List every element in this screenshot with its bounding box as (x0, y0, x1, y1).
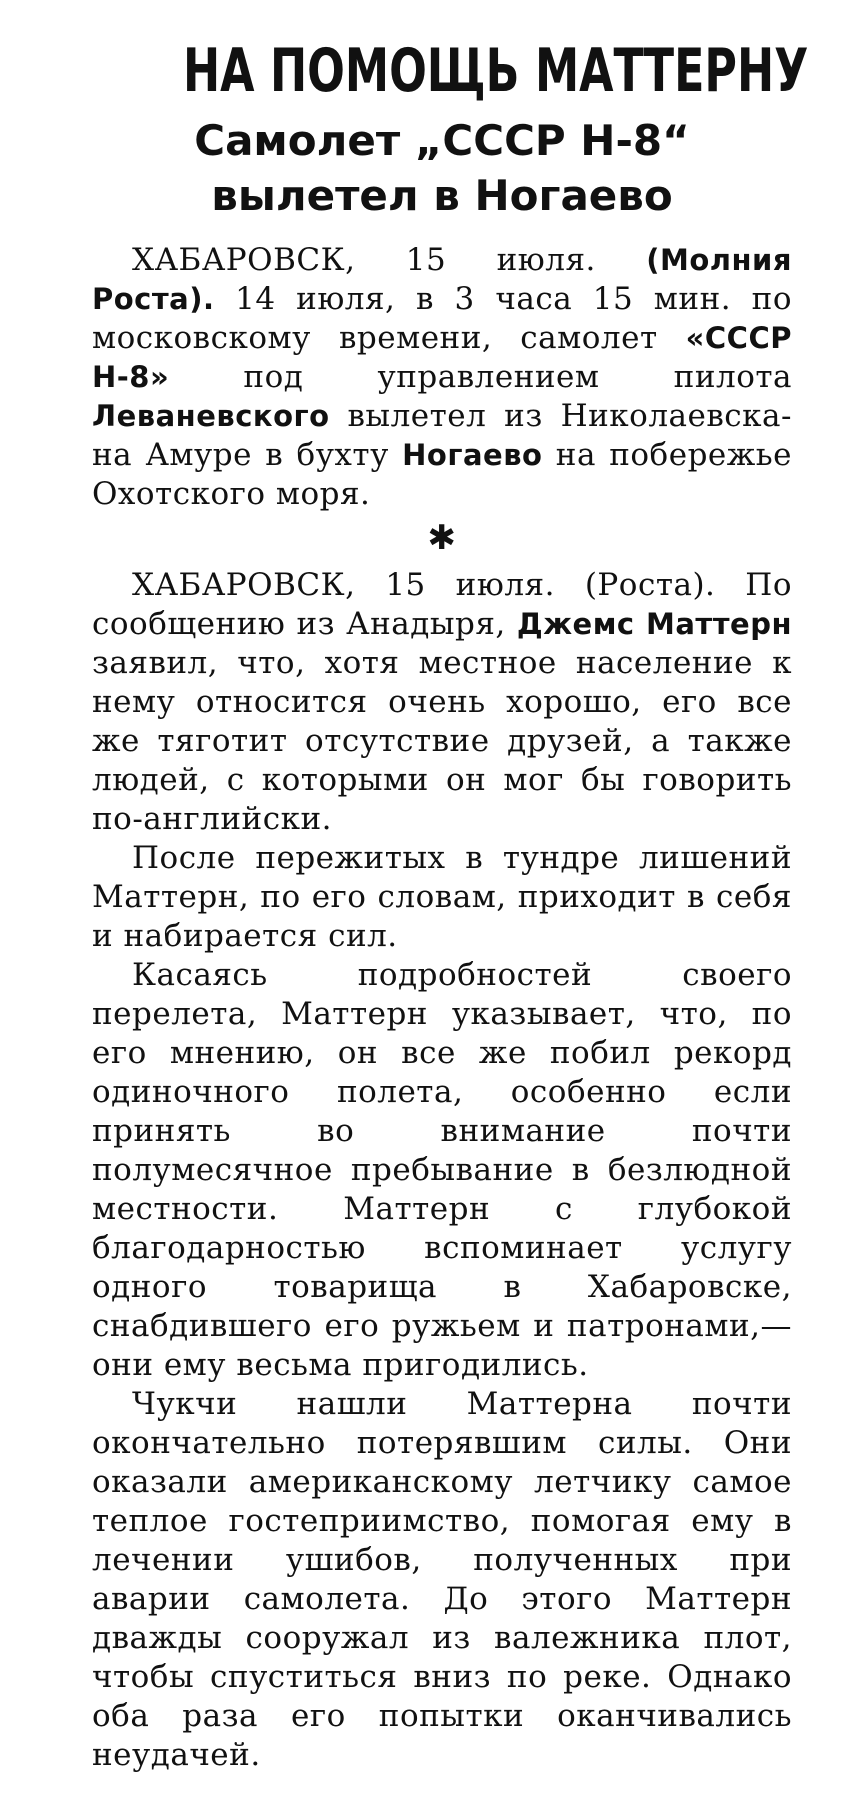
person-name: Джемс Маттерн (516, 607, 792, 641)
pilot-name: Леваневского (92, 399, 330, 433)
text-span: под управлением пилота (169, 359, 792, 395)
text-span: заявил, что, хотя местное население к нему относится очень хорошо, его все же тяготит отсутствие друзей, а также людей, с которыми он мог бы говорить по-английски. (92, 645, 792, 837)
dateline: ХАБАРОВСК, 15 июля. (132, 242, 647, 278)
paragraph-flight-record: Касаясь подробностей своего перелета, Маттерн указывает, что, по его мнению, он все же побил рекорд одиночного полета, особенно если принять во внимание почти полумесячное пребывание в безлюдной местности. Маттерн с глубокой благодарностью вспоминает услугу одного товарища в Хабаровске, снабдившего его ружьем и патронами,—они ему весьма пригодились. (92, 957, 792, 1383)
text-span: на побережье Охотского моря. (92, 437, 793, 512)
paragraph-recovery: После пережитых в тундре лишений Маттерн, по его словам, приходит в себя и набирается сил. (92, 840, 792, 954)
text-span: вылетел из Николаевска-на Амуре в бухту (92, 398, 792, 473)
text-span: ХАБАРОВСК, 15 июля. (Роста). По сообщению из Анадыря, (92, 567, 792, 642)
paragraph-lightning-dispatch (92, 241, 792, 514)
news-article (92, 36, 809, 1775)
asterisk-separator-icon: ✱ (427, 518, 457, 558)
article-body (92, 241, 792, 1775)
paragraph-anadyr-report (92, 566, 792, 839)
headline-sub-line1: Самолет „СССР Н-8“ (194, 116, 690, 165)
text-span: 14 июля, в 3 часа 15 мин. по московскому времени, самолет (92, 281, 792, 356)
paragraph-chukchi-rescue: Чукчи нашли Маттерна почти окончательно потерявшим силы. Они оказали американскому летчику самое теплое гостеприимство, помогая ему в лечении ушибов, полученных при аварии самолета. До этого Маттерн дважды сооружал из валежника плот, чтобы спуститься вниз по реке. Однако оба раза его попытки оканчивались неудачей. (92, 1386, 792, 1773)
source-label: (Молния Роста). (92, 243, 792, 316)
bay-name: Ногаево (402, 438, 543, 472)
headline-main: НА ПОМОЩЬ МАТТЕРНУ (183, 36, 809, 106)
plane-name: «СССР Н-8» (92, 321, 792, 394)
headline-sub-line2: вылетел в Ногаево (211, 171, 673, 220)
